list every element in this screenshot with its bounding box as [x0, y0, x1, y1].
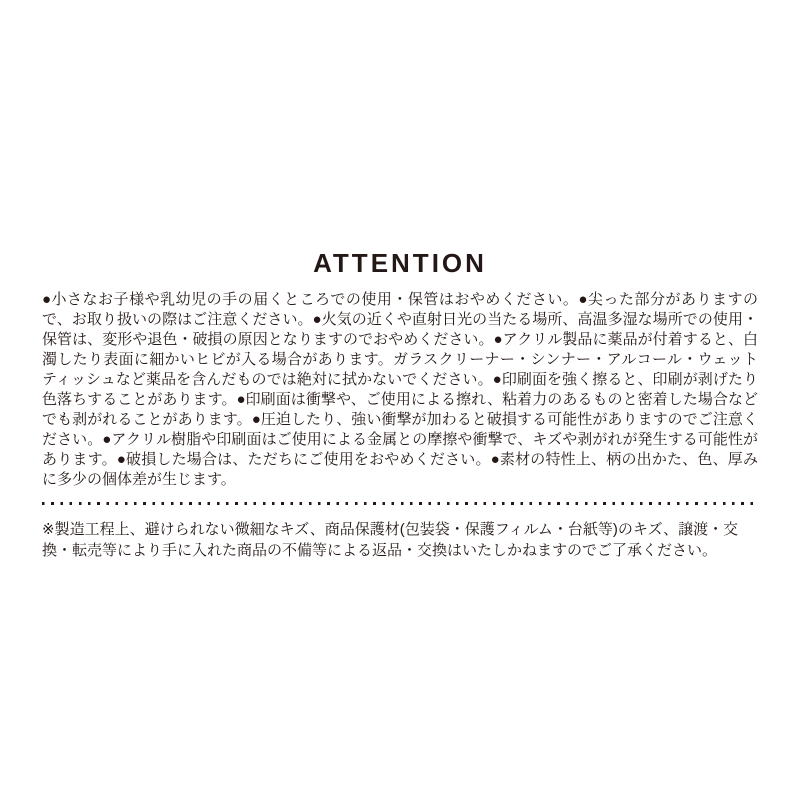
- dotted-divider: [42, 502, 758, 505]
- footnote-text: ※製造工程上、避けられない微細なキズ、商品保護材(包装袋・保護フィルム・台紙等)のキズ、譲渡・交換・転売等により手に入れた商品の不備等による返品・交換はいたしかねますのでご了承ください。: [42, 521, 739, 559]
- page-title: ATTENTION: [313, 248, 487, 278]
- warning-text: ●小さなお子様や乳幼児の手の届くところでの使用・保管はおやめください。●尖った部分がありますので、お取り扱いの際はご注意ください。●火気の近くや直射日光の当たる場所、高温多湿な場所での使用・保管は、変形や退色・破損の原因となりますのでおやめください。●アクリル製品に薬品が付着すると、白濁したり表面に細かいヒビが入る場合があります。ガラスクリーナー・シンナー・アルコール・ウェットティッシュなど薬品を含んだものでは絶対に拭かないでください。●印刷面を強く擦ると、印刷が剥げたり色落ちすることがあります。●印刷面は衝撃や、ご使用による擦れ、粘着力のあるものと密着した場合などでも剥がれることがあります。●圧迫したり、強い衝撃が加わると破損する可能性がありますのでご注意ください。●アクリル樹脂や印刷面はご使用による金属との摩擦や衝撃で、キズや剥がれが発生する可能性があります。●破損した場合は、ただちにご使用をおやめください。●素材の特性上、柄の出かた、色、厚みに多少の個体差が生じます。: [42, 291, 758, 488]
- notice-content: [42, 248, 758, 561]
